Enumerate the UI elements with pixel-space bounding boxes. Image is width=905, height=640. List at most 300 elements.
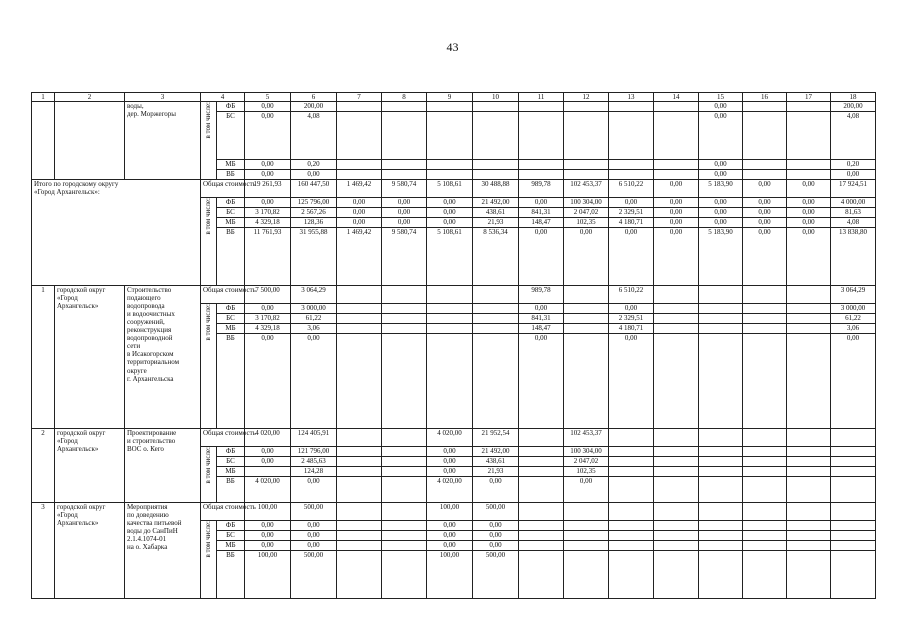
value-cell — [427, 160, 473, 170]
row-number — [32, 102, 55, 180]
value-cell — [699, 334, 743, 429]
value-cell — [787, 531, 831, 541]
project-total-row — [32, 503, 876, 521]
value-cell: 0,00 — [787, 228, 831, 286]
value-cell — [382, 551, 427, 599]
value-cell: 11 761,93 — [245, 228, 291, 286]
column-number: 15 — [699, 93, 743, 102]
value-cell — [743, 286, 787, 304]
value-cell — [743, 477, 787, 503]
value-cell: 3 064,29 — [831, 286, 876, 304]
value-cell: 8 536,34 — [473, 228, 519, 286]
value-cell — [743, 467, 787, 477]
value-cell: 200,00 — [291, 102, 337, 112]
value-cell — [382, 447, 427, 457]
value-cell: 1 469,42 — [337, 228, 382, 286]
value-cell: 0,00 — [654, 180, 699, 198]
value-cell — [427, 304, 473, 314]
value-cell: 0,00 — [787, 218, 831, 228]
value-cell — [654, 457, 699, 467]
value-cell — [609, 531, 654, 541]
value-cell — [519, 429, 564, 447]
value-cell — [609, 457, 654, 467]
value-cell — [337, 521, 382, 531]
value-cell — [743, 503, 787, 521]
column-number: 9 — [427, 93, 473, 102]
value-cell: 100,00 — [245, 503, 291, 521]
value-cell — [564, 521, 609, 531]
row-number: 1 — [32, 286, 55, 429]
value-cell — [609, 429, 654, 447]
value-cell: 31 955,88 — [291, 228, 337, 286]
value-cell — [564, 112, 609, 160]
value-cell: 0,00 — [427, 467, 473, 477]
value-cell — [382, 334, 427, 429]
column-number-row — [32, 93, 876, 102]
value-cell: 19 261,93 — [245, 180, 291, 198]
value-cell: 500,00 — [473, 503, 519, 521]
value-cell — [654, 170, 699, 180]
value-cell — [564, 551, 609, 599]
value-cell — [473, 334, 519, 429]
value-cell: 0,00 — [831, 334, 876, 429]
value-cell — [382, 429, 427, 447]
page-number: 43 — [446, 40, 459, 54]
value-cell — [245, 467, 291, 477]
value-cell: 81,63 — [831, 208, 876, 218]
value-cell: 0,00 — [519, 304, 564, 314]
value-cell: 4 020,00 — [245, 477, 291, 503]
value-cell: 438,61 — [473, 457, 519, 467]
value-cell: 0,20 — [831, 160, 876, 170]
source-label: БС — [217, 457, 245, 467]
value-cell: 13 838,80 — [831, 228, 876, 286]
value-cell — [382, 324, 427, 334]
value-cell — [382, 286, 427, 304]
project-total-row — [32, 286, 876, 304]
value-cell: 0,00 — [831, 170, 876, 180]
including-label: в том числе: — [204, 198, 213, 235]
value-cell — [427, 324, 473, 334]
value-cell — [382, 304, 427, 314]
value-cell: 0,20 — [291, 160, 337, 170]
value-cell — [337, 334, 382, 429]
value-cell: 500,00 — [291, 503, 337, 521]
value-cell: 0,00 — [654, 218, 699, 228]
value-cell: 0,00 — [337, 208, 382, 218]
value-cell: 0,00 — [699, 170, 743, 180]
value-cell: 1 469,42 — [337, 180, 382, 198]
value-cell — [787, 334, 831, 429]
value-cell — [337, 531, 382, 541]
value-cell — [831, 477, 876, 503]
value-cell — [337, 503, 382, 521]
value-cell — [654, 102, 699, 112]
source-label: БС — [217, 314, 245, 324]
value-cell — [519, 102, 564, 112]
value-cell: 0,00 — [245, 447, 291, 457]
project-name: Проектирование и строительство ВОС о. Кего — [125, 429, 201, 503]
value-cell: 124,28 — [291, 467, 337, 477]
value-cell — [609, 447, 654, 457]
value-cell — [473, 170, 519, 180]
value-cell: 0,00 — [245, 160, 291, 170]
value-cell — [519, 447, 564, 457]
value-cell — [564, 170, 609, 180]
column-number: 8 — [382, 93, 427, 102]
value-cell — [831, 447, 876, 457]
value-cell: 0,00 — [787, 180, 831, 198]
value-cell: 0,00 — [473, 521, 519, 531]
value-cell — [787, 112, 831, 160]
value-cell — [382, 457, 427, 467]
value-cell — [564, 541, 609, 551]
value-cell — [519, 170, 564, 180]
value-cell — [699, 457, 743, 467]
value-cell: 5 183,90 — [699, 180, 743, 198]
value-cell: 0,00 — [291, 477, 337, 503]
value-cell — [564, 160, 609, 170]
value-cell — [654, 503, 699, 521]
source-label: МБ — [217, 218, 245, 228]
value-cell: 0,00 — [699, 218, 743, 228]
value-cell: 102 453,37 — [564, 180, 609, 198]
value-cell — [473, 286, 519, 304]
including-label-cell — [201, 447, 217, 503]
value-cell: 0,00 — [787, 198, 831, 208]
value-cell: 0,00 — [245, 541, 291, 551]
value-cell: 0,00 — [382, 218, 427, 228]
value-cell: 4 020,00 — [427, 429, 473, 447]
value-cell — [787, 102, 831, 112]
value-cell — [519, 521, 564, 531]
value-cell — [787, 429, 831, 447]
value-cell: 500,00 — [291, 551, 337, 599]
value-cell: 0,00 — [427, 531, 473, 541]
value-cell: 2 329,51 — [609, 208, 654, 218]
column-number: 7 — [337, 93, 382, 102]
value-cell — [382, 467, 427, 477]
value-cell — [564, 503, 609, 521]
value-cell — [609, 541, 654, 551]
value-cell: 0,00 — [699, 160, 743, 170]
continuation-row — [32, 102, 876, 112]
value-cell — [337, 304, 382, 314]
value-cell: 4,08 — [831, 112, 876, 160]
value-cell — [473, 112, 519, 160]
source-label: БС — [217, 112, 245, 160]
value-cell — [519, 112, 564, 160]
value-cell: 0,00 — [699, 198, 743, 208]
value-cell — [743, 457, 787, 467]
value-cell — [787, 457, 831, 467]
value-cell — [427, 334, 473, 429]
value-cell: 0,00 — [245, 457, 291, 467]
value-cell — [743, 304, 787, 314]
value-cell: 0,00 — [519, 198, 564, 208]
value-cell: 125 796,00 — [291, 198, 337, 208]
value-cell — [337, 102, 382, 112]
value-cell — [519, 551, 564, 599]
value-cell — [743, 531, 787, 541]
value-cell — [337, 160, 382, 170]
value-cell: 3 000,00 — [291, 304, 337, 314]
value-cell: 148,47 — [519, 218, 564, 228]
value-cell — [654, 551, 699, 599]
value-cell: 124 405,91 — [291, 429, 337, 447]
value-cell — [564, 324, 609, 334]
value-cell: 21,93 — [473, 467, 519, 477]
source-label: ВБ — [217, 228, 245, 286]
column-number: 3 — [125, 93, 201, 102]
value-cell: 0,00 — [699, 208, 743, 218]
value-cell — [787, 467, 831, 477]
value-cell: 5 108,61 — [427, 228, 473, 286]
value-cell: 0,00 — [427, 457, 473, 467]
value-cell: 0,00 — [473, 541, 519, 551]
value-cell — [654, 541, 699, 551]
value-cell: 4,08 — [291, 112, 337, 160]
value-cell: 100 304,00 — [564, 447, 609, 457]
value-cell — [382, 521, 427, 531]
value-cell: 3,06 — [831, 324, 876, 334]
value-cell — [564, 286, 609, 304]
value-cell — [831, 531, 876, 541]
value-cell: 61,22 — [291, 314, 337, 324]
value-cell: 0,00 — [245, 198, 291, 208]
value-cell — [337, 541, 382, 551]
value-cell: 0,00 — [654, 228, 699, 286]
value-cell: 0,00 — [743, 208, 787, 218]
value-cell: 102,35 — [564, 467, 609, 477]
value-cell: 21 952,54 — [473, 429, 519, 447]
source-label: МБ — [217, 324, 245, 334]
value-cell — [427, 286, 473, 304]
value-cell: 9 580,74 — [382, 180, 427, 198]
value-cell — [699, 521, 743, 531]
value-cell: 100,00 — [427, 503, 473, 521]
column-number: 13 — [609, 93, 654, 102]
value-cell: 0,00 — [654, 208, 699, 218]
value-cell — [519, 541, 564, 551]
value-cell — [609, 467, 654, 477]
value-cell: 0,00 — [427, 521, 473, 531]
value-cell: 2 047,02 — [564, 457, 609, 467]
value-cell: 4,08 — [831, 218, 876, 228]
value-cell: 30 488,88 — [473, 180, 519, 198]
value-cell: 3 000,00 — [831, 304, 876, 314]
value-cell: 3 170,82 — [245, 314, 291, 324]
value-cell — [473, 102, 519, 112]
column-number: 4 — [201, 93, 245, 102]
total-row — [32, 180, 876, 198]
value-cell — [654, 304, 699, 314]
value-cell — [743, 447, 787, 457]
total-label: Итого по городскому округу «Город Архангельск»: — [32, 180, 201, 286]
value-cell — [382, 170, 427, 180]
including-label-cell — [201, 198, 217, 286]
source-label: ВБ — [217, 170, 245, 180]
value-cell: 4 329,18 — [245, 218, 291, 228]
including-label: в том числе: — [204, 447, 213, 484]
value-cell — [654, 314, 699, 324]
value-cell: 0,00 — [291, 541, 337, 551]
value-cell — [427, 112, 473, 160]
value-cell: 100,00 — [427, 551, 473, 599]
including-label: в том числе: — [204, 102, 213, 139]
source-label: БС — [217, 531, 245, 541]
value-cell: 0,00 — [609, 228, 654, 286]
value-cell: 2 567,26 — [291, 208, 337, 218]
value-cell — [743, 102, 787, 112]
source-label: ФБ — [217, 198, 245, 208]
value-cell — [743, 541, 787, 551]
value-cell: 0,00 — [245, 521, 291, 531]
value-cell — [337, 467, 382, 477]
value-cell: 3 170,82 — [245, 208, 291, 218]
value-cell: 0,00 — [473, 531, 519, 541]
value-cell: 0,00 — [427, 198, 473, 208]
value-cell — [787, 170, 831, 180]
value-cell — [654, 112, 699, 160]
value-cell: 102 453,37 — [564, 429, 609, 447]
value-cell — [787, 551, 831, 599]
row-number: 3 — [32, 503, 55, 599]
total-cost-label: Общая стоимость — [201, 286, 245, 304]
column-number: 12 — [564, 93, 609, 102]
value-cell: 2 329,51 — [609, 314, 654, 324]
value-cell — [382, 541, 427, 551]
value-cell — [382, 160, 427, 170]
value-cell: 4 020,00 — [245, 429, 291, 447]
value-cell: 0,00 — [427, 218, 473, 228]
value-cell: 0,00 — [743, 198, 787, 208]
project-total-row — [32, 429, 876, 447]
column-number: 6 — [291, 93, 337, 102]
funding-table — [31, 92, 876, 599]
value-cell: 2 047,02 — [564, 208, 609, 218]
value-cell: 21 492,00 — [473, 447, 519, 457]
value-cell — [382, 477, 427, 503]
value-cell — [654, 286, 699, 304]
value-cell — [519, 531, 564, 541]
value-cell — [382, 102, 427, 112]
source-label: ВБ — [217, 334, 245, 429]
including-label-cell — [201, 102, 217, 180]
value-cell — [699, 304, 743, 314]
value-cell — [337, 112, 382, 160]
value-cell: 989,78 — [519, 286, 564, 304]
value-cell — [337, 551, 382, 599]
source-label: БС — [217, 208, 245, 218]
value-cell: 0,00 — [245, 170, 291, 180]
value-cell — [831, 457, 876, 467]
value-cell: 121 796,00 — [291, 447, 337, 457]
value-cell — [699, 467, 743, 477]
value-cell — [743, 551, 787, 599]
owner-cell — [55, 102, 125, 180]
value-cell — [609, 521, 654, 531]
value-cell — [787, 314, 831, 324]
value-cell: 0,00 — [427, 208, 473, 218]
value-cell: 0,00 — [245, 102, 291, 112]
value-cell — [473, 304, 519, 314]
value-cell: 0,00 — [382, 208, 427, 218]
value-cell: 0,00 — [609, 334, 654, 429]
owner-cell: городской округ «Город Архангельск» — [55, 429, 125, 503]
value-cell — [654, 429, 699, 447]
value-cell: 0,00 — [699, 102, 743, 112]
value-cell: 0,00 — [564, 477, 609, 503]
source-label: ФБ — [217, 521, 245, 531]
value-cell: 841,31 — [519, 208, 564, 218]
value-cell: 0,00 — [245, 531, 291, 541]
value-cell — [609, 160, 654, 170]
value-cell — [473, 314, 519, 324]
value-cell — [337, 170, 382, 180]
source-label: ВБ — [217, 551, 245, 599]
value-cell: 17 924,51 — [831, 180, 876, 198]
value-cell: 0,00 — [519, 334, 564, 429]
source-label: ФБ — [217, 304, 245, 314]
project-name: Строительство подающего водопровода и водоочистных сооружений, реконструкция водопроводной сети в Исакогорском территориальном округе г. Архангельска — [125, 286, 201, 429]
value-cell — [787, 160, 831, 170]
value-cell: 0,00 — [291, 531, 337, 541]
value-cell: 7 500,00 — [245, 286, 291, 304]
value-cell — [473, 160, 519, 170]
source-label: ФБ — [217, 447, 245, 457]
column-number: 10 — [473, 93, 519, 102]
value-cell: 0,00 — [291, 170, 337, 180]
value-cell — [337, 447, 382, 457]
value-cell — [831, 541, 876, 551]
value-cell — [743, 429, 787, 447]
value-cell — [609, 170, 654, 180]
source-label: ВБ — [217, 477, 245, 503]
value-cell — [831, 551, 876, 599]
value-cell — [427, 314, 473, 324]
including-label-cell — [201, 304, 217, 429]
value-cell: 102,35 — [564, 218, 609, 228]
value-cell: 9 580,74 — [382, 228, 427, 286]
value-cell — [519, 477, 564, 503]
value-cell — [654, 160, 699, 170]
value-cell — [519, 160, 564, 170]
value-cell — [382, 503, 427, 521]
including-label: в том числе: — [204, 521, 213, 558]
project-name: воды, дер. Моржегоры — [125, 102, 201, 180]
value-cell: 500,00 — [473, 551, 519, 599]
total-cost-label: Общая стоимость — [201, 180, 245, 198]
value-cell: 0,00 — [245, 304, 291, 314]
value-cell: 0,00 — [382, 198, 427, 208]
value-cell: 0,00 — [519, 228, 564, 286]
value-cell — [519, 457, 564, 467]
value-cell: 0,00 — [787, 208, 831, 218]
value-cell — [654, 477, 699, 503]
owner-cell: городской округ «Город Архангельск» — [55, 503, 125, 599]
value-cell — [787, 304, 831, 314]
column-number: 14 — [654, 93, 699, 102]
value-cell — [743, 314, 787, 324]
value-cell: 21 492,00 — [473, 198, 519, 208]
value-cell: 100 304,00 — [564, 198, 609, 208]
value-cell — [609, 503, 654, 521]
value-cell — [743, 160, 787, 170]
column-number: 11 — [519, 93, 564, 102]
value-cell: 0,00 — [473, 477, 519, 503]
value-cell — [564, 334, 609, 429]
